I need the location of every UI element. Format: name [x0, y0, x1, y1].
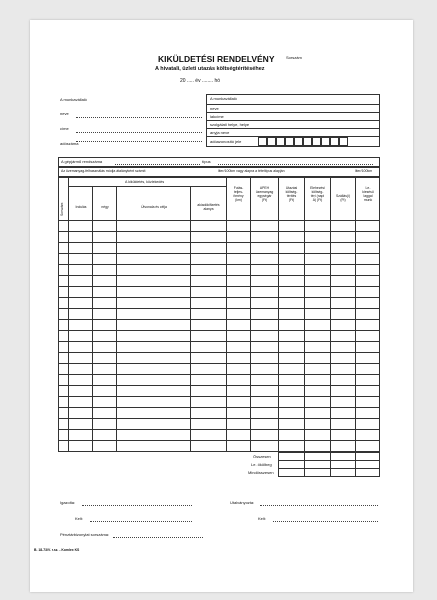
table-row[interactable]	[58, 363, 380, 364]
certified-by-label: Igazolta:	[60, 500, 76, 505]
left-block-heading: A munkavállaló	[60, 97, 87, 102]
table-row[interactable]	[58, 429, 380, 430]
form-subtitle: A hivatali, üzleti utazás költségtérítéséhez	[155, 66, 265, 72]
right-field-taxid: adóazonosító jele	[210, 139, 242, 144]
form-sheet	[30, 20, 413, 592]
grand-total-label: Mindösszesen	[248, 470, 274, 475]
table-row[interactable]	[58, 308, 380, 309]
taxid-digit-box[interactable]	[339, 137, 348, 146]
right-block-divider	[206, 104, 380, 105]
right-block-divider	[206, 120, 380, 121]
footer-code: B. 18-73/V. r.sz. - Komlex KS	[34, 548, 80, 552]
vehicle-plate-label: A gépjármű rendszáma	[61, 159, 103, 164]
table-row[interactable]	[58, 341, 380, 342]
vehicle-plate-line[interactable]	[115, 164, 200, 165]
col-divider	[278, 177, 279, 477]
right-block-divider	[206, 112, 380, 113]
taxid-digit-box[interactable]	[285, 137, 294, 146]
right-date-label: Kelt:	[258, 516, 267, 521]
table-row[interactable]	[58, 275, 380, 276]
consumption-right-label: liter/100km	[355, 169, 373, 173]
deduction-label: Le. ökölbeg	[251, 462, 272, 467]
col-divider	[304, 177, 305, 477]
col-header-departure: Indulás	[75, 205, 87, 209]
left-date-label: Kelt:	[75, 516, 84, 521]
col-divider	[355, 177, 356, 477]
expense-table	[58, 177, 380, 452]
col-header-serial: Sorszám	[60, 202, 64, 216]
group-header: A kiküldetés, közlekedés	[125, 180, 165, 184]
authorized-by-line[interactable]	[260, 505, 378, 506]
date-line: 20 ..... év ........ hó	[180, 78, 221, 84]
right-field-address: lakcíme	[210, 114, 224, 119]
table-row[interactable]	[58, 396, 380, 397]
taxid-digit-box[interactable]	[321, 137, 330, 146]
col-divider	[226, 177, 227, 452]
left-field-name-line[interactable]	[76, 117, 202, 118]
col-header-arrival: négy	[101, 205, 109, 209]
taxid-digit-box[interactable]	[312, 137, 321, 146]
right-date-line[interactable]	[273, 521, 378, 522]
col-header-other: Le- kiesésű laggal munk	[362, 186, 374, 202]
totals-divider	[278, 460, 380, 461]
table-row[interactable]	[58, 330, 380, 331]
table-row[interactable]	[58, 385, 380, 386]
right-field-name: neve	[210, 106, 219, 111]
total-label: Összesen	[253, 454, 271, 459]
table-row[interactable]	[58, 286, 380, 287]
certified-by-line[interactable]	[82, 505, 192, 506]
table-row[interactable]	[58, 264, 380, 265]
table-row[interactable]	[58, 407, 380, 408]
table-row[interactable]	[58, 352, 380, 353]
taxid-digit-box[interactable]	[294, 137, 303, 146]
serial-label: Sorszám	[286, 55, 302, 60]
payslip-line[interactable]	[113, 537, 203, 538]
right-field-workplace: szolgálati helye, helye	[210, 122, 250, 127]
taxid-digit-box[interactable]	[303, 137, 312, 146]
table-row[interactable]	[58, 297, 380, 298]
table-row[interactable]	[58, 374, 380, 375]
col-divider	[68, 177, 69, 452]
form-title: KIKÜLDETÉSI RENDELVÉNY	[158, 54, 275, 64]
header-bottom-line	[58, 220, 380, 221]
right-block-divider	[206, 128, 380, 129]
totals-divider	[278, 468, 380, 469]
vehicle-row	[58, 157, 380, 167]
vehicle-type-label: típus	[202, 159, 211, 164]
payslip-label: Pénztárbizonylat sorszáma:	[60, 532, 110, 537]
table-row[interactable]	[58, 440, 380, 441]
table-row[interactable]	[58, 253, 380, 254]
col-header-lodging: Szállás(i) (Ft)	[336, 194, 350, 202]
left-field-address-line-2[interactable]	[76, 141, 202, 142]
table-row[interactable]	[58, 242, 380, 243]
col-header-fuel-price: APEH üzemanyag egységár (Ft)	[255, 186, 274, 202]
taxid-digit-box[interactable]	[267, 137, 276, 146]
consumption-left-label: Az üzemanyag-felhasználás módja átalányként számít	[61, 169, 146, 173]
col-header-meal-cost: Elehezési költség- térí (napi Á) (Ft)	[310, 186, 325, 202]
table-row[interactable]	[58, 319, 380, 320]
col-header-travel-cost: Utazási költség- térítés (Ft)	[285, 186, 298, 202]
left-field-address-line[interactable]	[76, 132, 202, 133]
left-field-address-label: címe	[60, 126, 69, 131]
table-row[interactable]	[58, 418, 380, 419]
col-header-payer: akiadókifizetés alanya	[197, 203, 220, 211]
totals-block	[278, 452, 380, 477]
consumption-mid-label: liter/100km vagy alapra a tételtípus alapján	[218, 169, 285, 173]
right-field-mother: anyja neve	[210, 130, 230, 135]
col-header-route: Útvonala és célja	[141, 205, 167, 209]
taxid-digit-box[interactable]	[330, 137, 339, 146]
right-block-heading: A munkavállaló	[210, 96, 237, 101]
left-field-taxid-label: adószáma	[60, 141, 79, 146]
left-field-name-label: neve	[60, 111, 69, 116]
taxid-digit-box[interactable]	[276, 137, 285, 146]
col-header-distance: Futás- teljes- ítmény (km)	[233, 186, 244, 202]
vehicle-type-line[interactable]	[218, 164, 373, 165]
left-date-line[interactable]	[90, 521, 192, 522]
table-row[interactable]	[58, 231, 380, 232]
col-divider	[330, 177, 331, 477]
col-divider	[250, 177, 251, 452]
taxid-digit-box[interactable]	[258, 137, 267, 146]
authorized-by-label: Utalványozta:	[230, 500, 255, 505]
